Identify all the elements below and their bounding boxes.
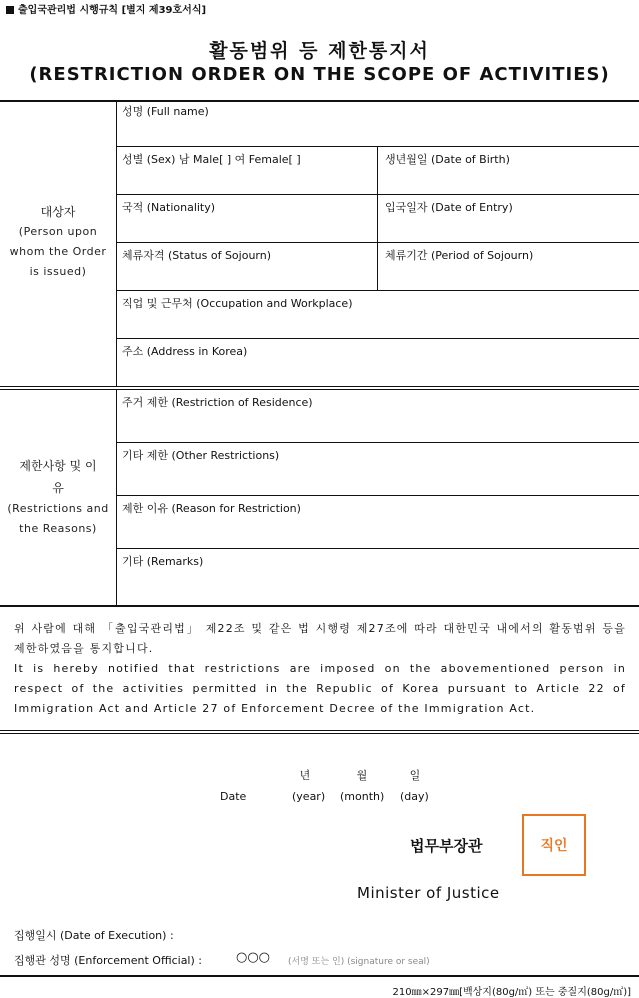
- subject-label: [0, 202, 116, 282]
- row-line: [116, 442, 639, 443]
- footer-border: [0, 975, 639, 977]
- table-bottom-border: [0, 605, 639, 607]
- title-korean: 활동범위 등 제한통지서: [209, 40, 430, 62]
- title-english: (RESTRICTION ORDER ON THE SCOPE OF ACTIVITIES): [29, 64, 610, 85]
- date-label: Date: [220, 790, 247, 803]
- column-divider: [377, 146, 378, 290]
- paper-spec: 210㎜×297㎜[백상지(80g/㎡) 또는 중질지(80g/㎡)]: [392, 987, 631, 998]
- section-divider: [0, 389, 639, 390]
- residence-restriction-field[interactable]: 주거 제한 (Restriction of Residence): [122, 396, 313, 409]
- remarks-field[interactable]: 기타 (Remarks): [122, 555, 204, 568]
- dob-field[interactable]: 생년월일 (Date of Birth): [385, 153, 510, 166]
- nationality-field[interactable]: 국적 (Nationality): [122, 201, 216, 214]
- subject-label-ko: 대상자: [40, 205, 76, 219]
- name-field[interactable]: 성명 (Full name): [122, 105, 209, 118]
- minister-korean: 법무부장관: [410, 837, 483, 855]
- enforcement-official-field[interactable]: 집행관 성명 (Enforcement Official) :: [14, 954, 202, 967]
- subject-label-en-1: (Person upon: [18, 225, 98, 238]
- row-line: [116, 338, 639, 339]
- sex-field[interactable]: 성별 (Sex) 남 Male[ ] 여 Female[ ]: [122, 153, 301, 166]
- day-ko: 일: [409, 769, 421, 782]
- restriction-divider: [116, 390, 117, 606]
- restriction-label-en-1: (Restrictions and: [7, 502, 109, 515]
- notice-divider: [0, 733, 639, 734]
- period-field[interactable]: 체류기간 (Period of Sojourn): [385, 249, 534, 262]
- minister-english: Minister of Justice: [357, 884, 500, 902]
- subject-label-en-2: whom the Order: [9, 245, 107, 258]
- year-en: (year): [292, 790, 326, 803]
- execution-date-field[interactable]: 집행일시 (Date of Execution) :: [14, 929, 174, 942]
- row-line: [116, 495, 639, 496]
- official-mark: ○○○: [236, 950, 271, 965]
- month-en: (month): [340, 790, 385, 803]
- month-ko: 월: [356, 769, 368, 782]
- restriction-label: [0, 455, 116, 539]
- form-reference-text: 출입국관리법 시행규칙 [별지 제39호서식]: [18, 5, 207, 16]
- signature-hint: (서명 또는 인) (signature or seal): [288, 957, 430, 967]
- notice-divider: [0, 730, 639, 731]
- row-line: [116, 548, 639, 549]
- day-en: (day): [400, 790, 429, 803]
- status-field[interactable]: 체류자격 (Status of Sojourn): [122, 249, 272, 262]
- address-field[interactable]: 주소 (Address in Korea): [122, 345, 248, 358]
- subject-label-en-3: is issued): [29, 265, 87, 278]
- restriction-label-ko-2: 유: [52, 481, 64, 495]
- official-seal: 직인: [522, 814, 586, 876]
- entry-date-field[interactable]: 입국일자 (Date of Entry): [385, 201, 513, 214]
- notice-text: [14, 619, 626, 719]
- row-line: [116, 290, 639, 291]
- restriction-label-en-2: the Reasons): [19, 522, 97, 535]
- notice-korean: 위 사람에 대해 「출입국관리법」 제22조 및 같은 법 시행령 제27조에 따라 대한민국 내에서의 활동범위 등을 제한하였음을 통지합니다.: [14, 622, 626, 655]
- notice-english: It is hereby notified that restrictions are imposed on the abovementioned person in respect of the activities permitted in the Republic of Korea pursuant to Article 22 of Immigration Act and Article 27 of Enforcement Decree of the Immigration Act.: [14, 662, 626, 715]
- section-divider: [0, 386, 639, 387]
- year-ko: 년: [299, 769, 311, 782]
- restriction-label-ko-1: 제한사항 및 이: [19, 459, 97, 473]
- other-restriction-field[interactable]: 기타 제한 (Other Restrictions): [122, 449, 280, 462]
- square-bullet-icon: [6, 6, 14, 14]
- subject-divider: [116, 101, 117, 387]
- form-reference: [6, 1, 206, 16]
- occupation-field[interactable]: 직업 및 근무처 (Occupation and Workplace): [122, 297, 353, 310]
- reason-field[interactable]: 제한 이유 (Reason for Restriction): [122, 502, 301, 515]
- table-top-border: [0, 100, 639, 102]
